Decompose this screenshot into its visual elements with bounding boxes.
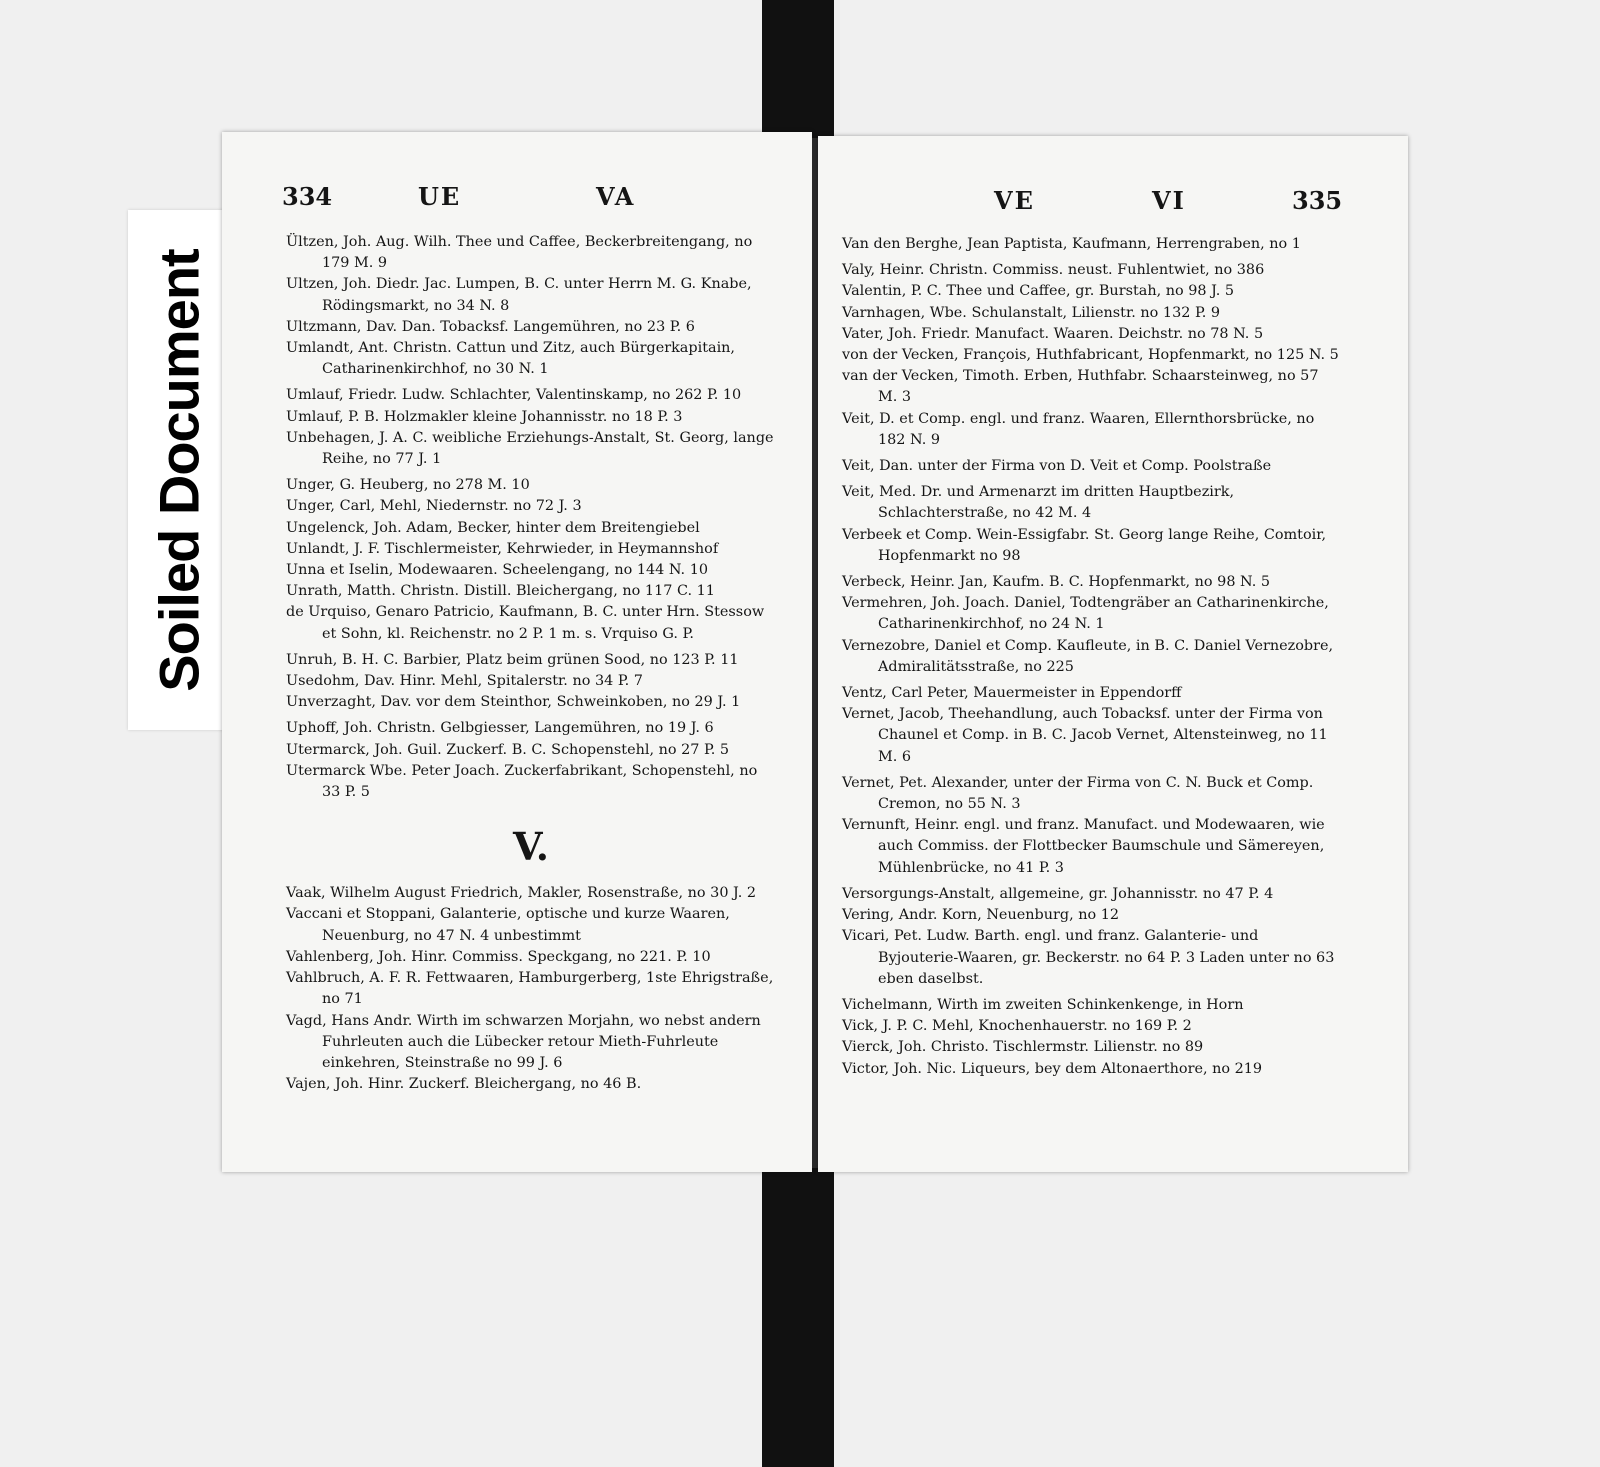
directory-entry: Unlandt, J. F. Tischlermeister, Kehrwieder, in Heymannshof (286, 540, 719, 557)
directory-entry: Vernezobre, Daniel et Comp. Kaufleute, in B. C. Daniel Vernezobre, Admiralitätsstraße, no 225 (842, 637, 1334, 675)
directory-entry: Utermarck Wbe. Peter Joach. Zuckerfabrikant, Schopenstehl, no 33 P. 5 (286, 762, 758, 801)
right-page (818, 136, 1408, 1172)
directory-entry: Uphoff, Joh. Christn. Gelbgiesser, Langemühren, no 19 J. 6 (286, 720, 714, 737)
soiled-document-label (128, 210, 230, 730)
section-letter-v: V. (512, 824, 550, 870)
directory-entry: Vichelmann, Wirth im zweiten Schinkenkenge, in Horn (842, 996, 1244, 1013)
directory-entry: Victor, Joh. Nic. Liqueurs, bey dem Altonaerthore, no 219 (842, 1060, 1263, 1077)
left-entries (286, 232, 776, 1095)
directory-entry: Vermehren, Joh. Joach. Daniel, Todtengräber an Catharinenkirche, Catharinenkirchhof, no 24 N. 1 (842, 595, 1329, 633)
directory-entry: Unger, G. Heuberg, no 278 M. 10 (286, 477, 530, 494)
directory-entry: Vick, J. P. C. Mehl, Knochenhauerstr. no 169 P. 2 (842, 1018, 1192, 1035)
directory-entry: Ungelenck, Joh. Adam, Becker, hinter dem Breitengiebel (286, 519, 700, 536)
directory-entry: Unrath, Matth. Christn. Distill. Bleichergang, no 117 C. 11 (286, 583, 715, 600)
page-number: 334 (282, 182, 333, 211)
directory-entry: Vaak, Wilhelm August Friedrich, Makler, Rosenstraße, no 30 J. 2 (286, 885, 757, 902)
directory-entry: Vajen, Joh. Hinr. Zuckerf. Bleichergang, no 46 B. (286, 1076, 642, 1093)
directory-entry: Vicari, Pet. Ludw. Barth. engl. und franz. Galanterie- und Byjouterie-Waaren, gr. Beckerstr. no 64 P. 3 Laden unter no 63 eben daselbst. (842, 928, 1335, 987)
directory-entry: Umlauf, P. B. Holzmakler kleine Johannisstr. no 18 P. 3 (286, 408, 683, 425)
directory-entry: Unger, Carl, Mehl, Niedernstr. no 72 J. 3 (286, 498, 582, 515)
directory-entry: van der Vecken, Timoth. Erben, Huthfabr. Schaarsteinweg, no 57 M. 3 (842, 368, 1319, 406)
directory-entry: Umlandt, Ant. Christn. Cattun und Zitz, auch Bürgerkapitain, Catharinenkirchhof, no 30 N. 1 (286, 340, 736, 378)
directory-entry: Varnhagen, Wbe. Schulanstalt, Lilienstr. no 132 P. 9 (842, 304, 1221, 321)
directory-entry: Vagd, Hans Andr. Wirth im schwarzen Morjahn, wo nebst andern Fuhrleuten auch die Lübecker retour Mieth-Fuhrleute einkehren, Steinstraße no 99 J. 6 (286, 1012, 761, 1071)
directory-entry: Unverzaght, Dav. vor dem Steinthor, Schweinkoben, no 29 J. 1 (286, 694, 741, 711)
directory-entry: Valentin, P. C. Thee und Caffee, gr. Burstah, no 98 J. 5 (842, 283, 1235, 300)
directory-entry: Vater, Joh. Friedr. Manufact. Waaren. Deichstr. no 78 N. 5 (842, 325, 1264, 342)
directory-entry: Ventz, Carl Peter, Mauermeister in Eppendorff (842, 685, 1182, 702)
page-number: 335 (1292, 186, 1343, 215)
directory-entry: Valy, Heinr. Christn. Commiss. neust. Fuhlentwiet, no 386 (842, 262, 1265, 279)
label-text: Soiled Document (147, 248, 211, 692)
directory-entry: Vernunft, Heinr. engl. und franz. Manufact. und Modewaaren, wie auch Commiss. der Flottbecker Baumschule und Sämereyen, Mühlenbrücke, no 41 P. 3 (842, 817, 1325, 876)
directory-entry: Verbeck, Heinr. Jan, Kaufm. B. C. Hopfenmarkt, no 98 N. 5 (842, 574, 1271, 591)
directory-entry: Unruh, B. H. C. Barbier, Platz beim grünen Sood, no 123 P. 11 (286, 651, 739, 668)
directory-entry: Ültzen, Joh. Aug. Wilh. Thee und Caffee, Beckerbreitengang, no 179 M. 9 (286, 234, 753, 272)
directory-entry: Versorgungs-Anstalt, allgemeine, gr. Johannisstr. no 47 P. 4 (842, 885, 1274, 902)
directory-entry: Ultzen, Joh. Diedr. Jac. Lumpen, B. C. unter Herrn M. G. Knabe, Rödingsmarkt, no 34 N. 8 (286, 276, 752, 314)
right-page-header (874, 186, 1348, 226)
left-page (222, 132, 812, 1172)
directory-entry: von der Vecken, François, Huthfabricant, Hopfenmarkt, no 125 N. 5 (842, 347, 1339, 364)
directory-entry: Vierck, Joh. Christo. Tischlermstr. Lilienstr. no 89 (842, 1039, 1204, 1056)
directory-entry: Vernet, Pet. Alexander, unter der Firma von C. N. Buck et Comp. Cremon, no 55 N. 3 (842, 774, 1314, 813)
directory-entry: Veit, Dan. unter der Firma von D. Veit et Comp. Poolstraße (842, 458, 1272, 475)
directory-entry: Utermarck, Joh. Guil. Zuckerf. B. C. Schopenstehl, no 27 P. 5 (286, 741, 730, 758)
directory-entry: Van den Berghe, Jean Paptista, Kaufmann, Herrengraben, no 1 (842, 236, 1301, 252)
directory-entry: Verbeek et Comp. Wein-Essigfabr. St. Georg lange Reihe, Comtoir, Hopfenmarkt no 98 (842, 526, 1327, 564)
directory-entry: Umlauf, Friedr. Ludw. Schlachter, Valentinskamp, no 262 P. 10 (286, 387, 742, 404)
directory-entry: Unbehagen, J. A. C. weibliche Erziehungs-Anstalt, St. Georg, lange Reihe, no 77 J. 1 (286, 429, 774, 468)
entries-before-section (286, 232, 776, 803)
right-entries (842, 234, 1342, 1080)
running-head: VI (1152, 186, 1186, 215)
entries-after-section (286, 883, 776, 1095)
directory-entry: Vernet, Jacob, Theehandlung, auch Tobacksf. unter der Firma von Chaunel et Comp. in B. C. Jacob Vernet, Altensteinweg, no 11 M. 6 (842, 706, 1328, 765)
directory-entry: Vering, Andr. Korn, Neuenburg, no 12 (842, 907, 1120, 924)
left-page-header (278, 182, 752, 222)
directory-entry: Vahlenberg, Joh. Hinr. Commiss. Speckgang, no 221. P. 10 (286, 948, 711, 965)
directory-entry: Veit, D. et Comp. engl. und franz. Waaren, Ellernthorsbrücke, no 182 N. 9 (842, 410, 1315, 448)
directory-entry: Ultzmann, Dav. Dan. Tobacksf. Langemühren, no 23 P. 6 (286, 318, 695, 335)
running-head: VE (994, 186, 1035, 215)
directory-entry: de Urquiso, Genaro Patricio, Kaufmann, B. C. unter Hrn. Stessow et Sohn, kl. Reichenstr. no 2 P. 1 m. s. Vrquiso G. P. (286, 604, 765, 642)
directory-entry: Unna et Iselin, Modewaaren. Scheelengang, no 144 N. 10 (286, 562, 709, 579)
directory-entry: Usedohm, Dav. Hinr. Mehl, Spitalerstr. no 34 P. 7 (286, 673, 643, 690)
directory-entry: Vaccani et Stoppani, Galanterie, optische und kurze Waaren, Neuenburg, no 47 N. 4 unbestimmt (286, 906, 730, 944)
directory-entry: Veit, Med. Dr. und Armenarzt im dritten Hauptbezirk, Schlachterstraße, no 42 M. 4 (842, 484, 1235, 522)
directory-entry: Vahlbruch, A. F. R. Fettwaaren, Hamburgerberg, 1ste Ehrigstraße, no 71 (286, 970, 774, 1008)
running-head: UE (418, 182, 462, 211)
running-head: VA (596, 182, 636, 211)
